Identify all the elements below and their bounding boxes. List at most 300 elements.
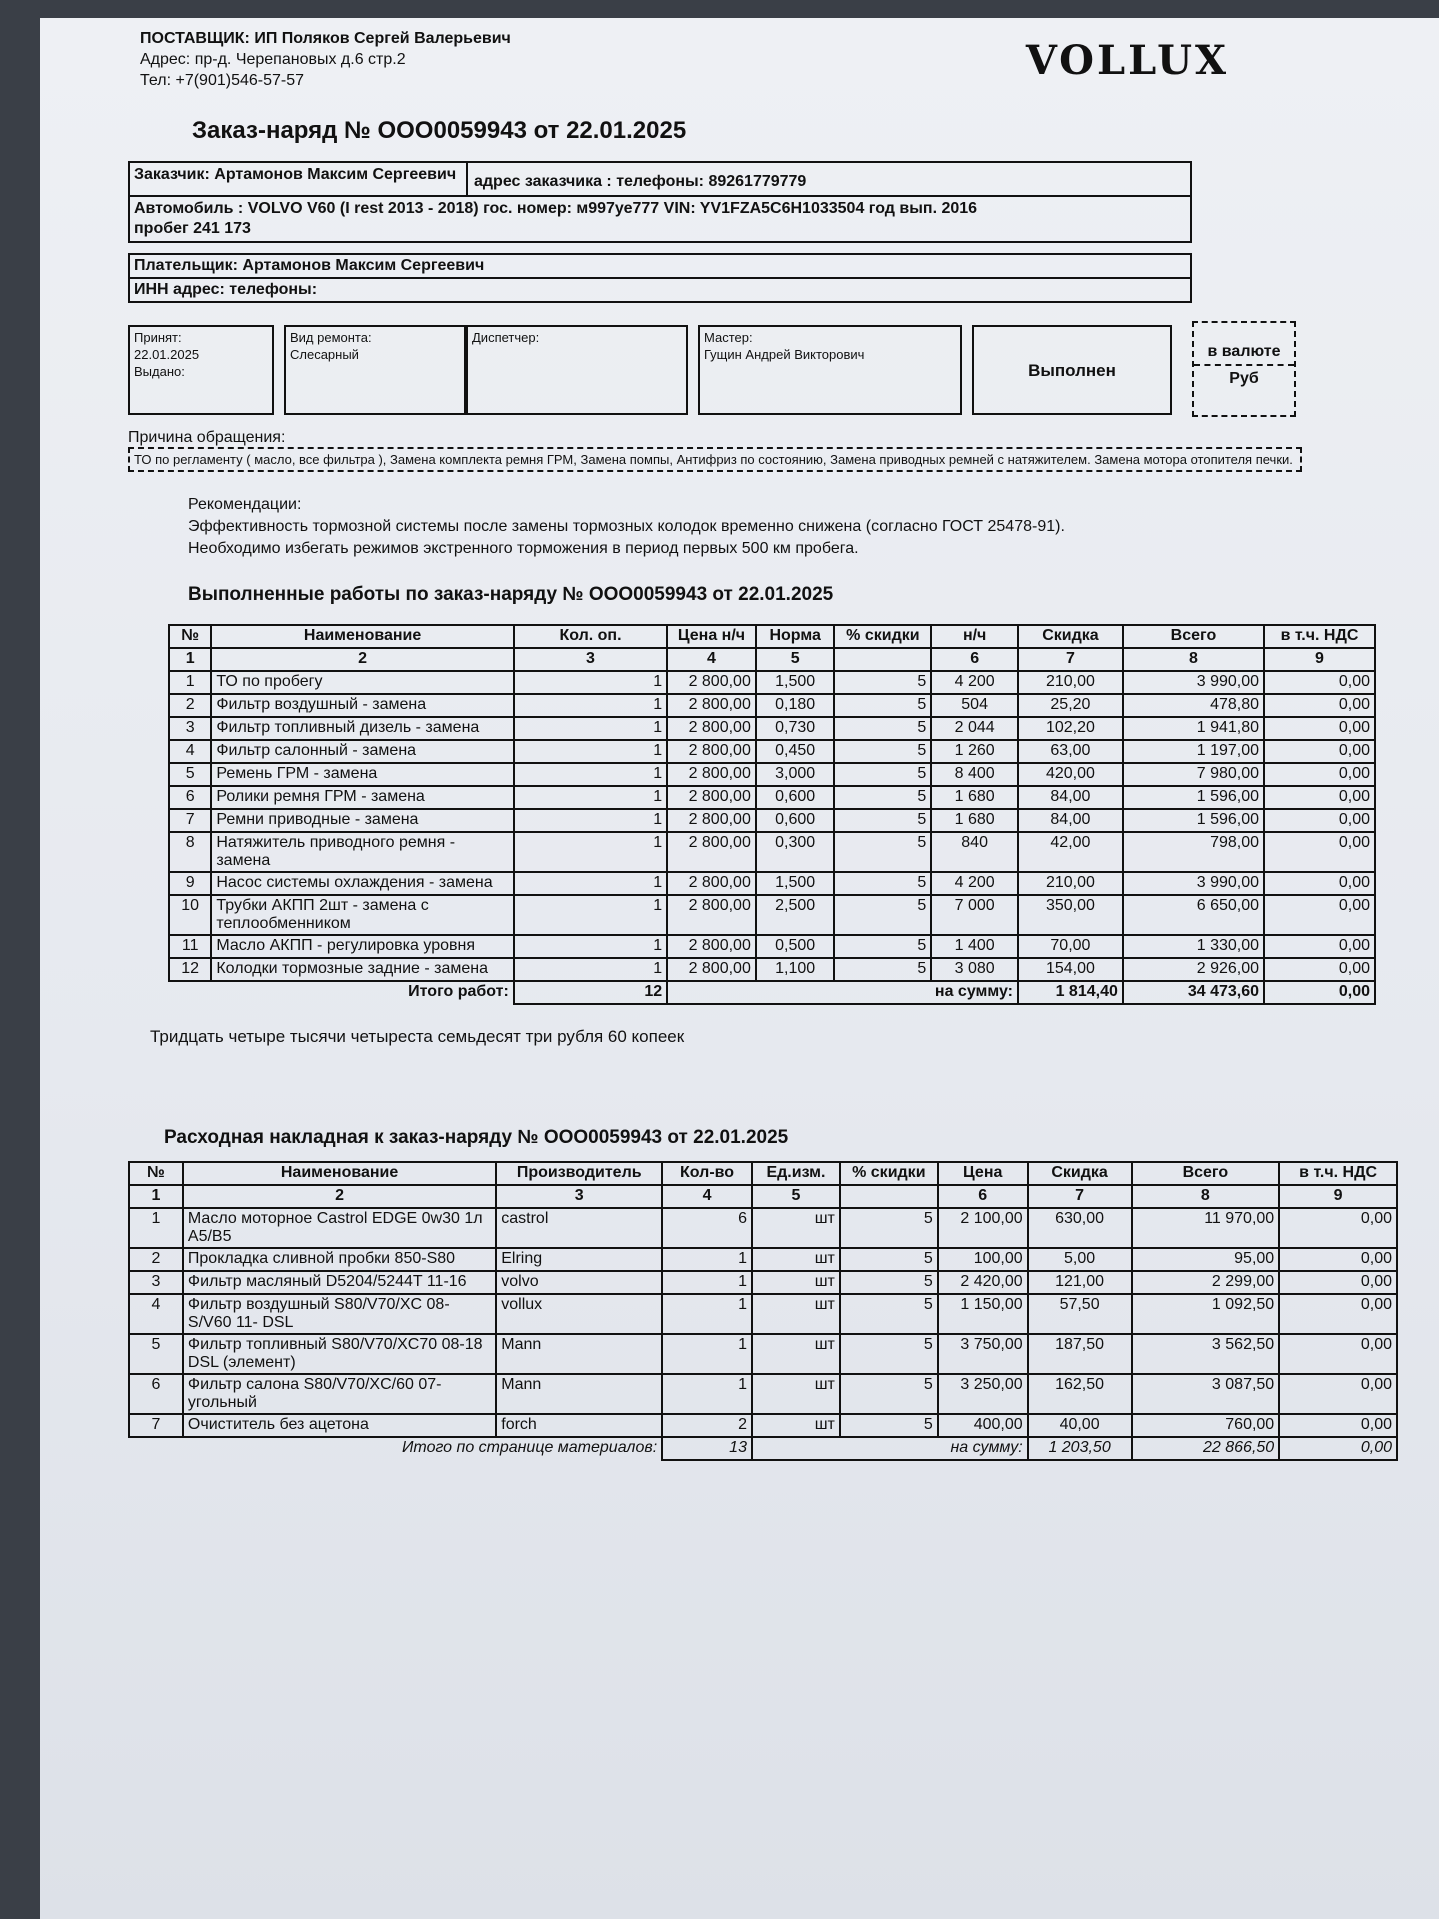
- materials-row-cell: шт: [752, 1334, 840, 1374]
- materials-header-cell: % скидки: [840, 1162, 938, 1185]
- works-total-count: 12: [514, 981, 667, 1004]
- materials-index-cell: 1: [129, 1185, 183, 1208]
- works-row: [169, 786, 1375, 809]
- works-row-cell: 0,00: [1264, 958, 1375, 981]
- works-index-row: [169, 648, 1375, 671]
- works-row-cell: 10: [169, 895, 211, 935]
- materials-row-cell: 3 562,50: [1132, 1334, 1280, 1374]
- works-row-cell: 0,180: [756, 694, 835, 717]
- works-row: [169, 763, 1375, 786]
- works-index-cell: 5: [756, 648, 835, 671]
- repair-type: Слесарный: [290, 347, 359, 362]
- recommendations-block: [188, 494, 1399, 560]
- works-row-cell: 1: [514, 786, 667, 809]
- works-row-cell: 5: [834, 763, 931, 786]
- works-row-cell: Насос системы охлаждения - замена: [211, 872, 514, 895]
- works-row-cell: 2: [169, 694, 211, 717]
- works-row-cell: 1,500: [756, 872, 835, 895]
- works-row-cell: 84,00: [1018, 786, 1123, 809]
- supplier-phone: Тел: +7(901)546-57-57: [140, 72, 305, 89]
- materials-total-row: [129, 1437, 1397, 1460]
- materials-row-cell: 5: [840, 1271, 938, 1294]
- materials-row-cell: 5,00: [1028, 1248, 1132, 1271]
- works-row-cell: 42,00: [1018, 832, 1123, 872]
- supplier-address: Адрес: пр-д. Черепановых д.6 стр.2: [140, 51, 406, 68]
- car-details: Автомобиль : VOLVO V60 (I rest 2013 - 2018) гос. номер: м997уе777 VIN: YV1FZA5C6H1033504 год вып. 2016: [134, 200, 978, 217]
- materials-row-cell: 7: [129, 1414, 183, 1437]
- works-row-cell: 2 800,00: [667, 895, 756, 935]
- materials-row-cell: 1: [662, 1248, 752, 1271]
- works-row-cell: 504: [931, 694, 1018, 717]
- materials-row-cell: 5: [840, 1334, 938, 1374]
- materials-row-cell: 4: [129, 1294, 183, 1334]
- works-row-cell: ТО по пробегу: [211, 671, 514, 694]
- works-row-cell: Масло АКПП - регулировка уровня: [211, 935, 514, 958]
- works-row-cell: 1,500: [756, 671, 835, 694]
- materials-row-cell: шт: [752, 1248, 840, 1271]
- works-row: [169, 935, 1375, 958]
- materials-row-cell: 0,00: [1279, 1374, 1397, 1414]
- materials-row-cell: 162,50: [1028, 1374, 1132, 1414]
- works-row: [169, 872, 1375, 895]
- works-row-cell: 4: [169, 740, 211, 763]
- materials-row: [129, 1334, 1397, 1374]
- works-title: Выполненные работы по заказ-наряду № ООО0059943 от 22.01.2025: [188, 584, 834, 605]
- materials-header-cell: в т.ч. НДС: [1279, 1162, 1397, 1185]
- works-row-cell: Фильтр воздушный - замена: [211, 694, 514, 717]
- works-row-cell: 0,00: [1264, 671, 1375, 694]
- materials-row-cell: шт: [752, 1374, 840, 1414]
- materials-row-cell: 2: [662, 1414, 752, 1437]
- works-index-cell: 3: [514, 648, 667, 671]
- works-row-cell: 840: [931, 832, 1018, 872]
- materials-index-cell: 7: [1028, 1185, 1132, 1208]
- works-row-cell: 1 680: [931, 786, 1018, 809]
- materials-row-cell: 121,00: [1028, 1271, 1132, 1294]
- works-total-label: Итого работ:: [408, 983, 509, 1000]
- materials-row-cell: 5: [840, 1248, 938, 1271]
- materials-row-cell: 0,00: [1279, 1208, 1397, 1248]
- reason-block: [128, 429, 1399, 472]
- works-row-cell: 3,000: [756, 763, 835, 786]
- accepted-box: [128, 325, 274, 415]
- materials-row-cell: 1: [662, 1374, 752, 1414]
- materials-row-cell: 1: [129, 1208, 183, 1248]
- works-row-cell: 0,600: [756, 809, 835, 832]
- materials-row-cell: 0,00: [1279, 1334, 1397, 1374]
- materials-table: [128, 1161, 1398, 1461]
- works-row-cell: 5: [834, 740, 931, 763]
- supplier-title: ПОСТАВЩИК: ИП Поляков Сергей Валерьевич: [140, 30, 511, 47]
- works-row-cell: 4 200: [931, 671, 1018, 694]
- works-row-cell: 5: [834, 786, 931, 809]
- works-row-cell: 2 800,00: [667, 935, 756, 958]
- works-row-cell: 2 800,00: [667, 872, 756, 895]
- materials-row-cell: 5: [840, 1414, 938, 1437]
- recommendations-line1: Эффективность тормозной системы после замены тормозных колодок временно снижена (согласно ГОСТ 25478-91).: [188, 518, 1065, 535]
- materials-row-cell: 1: [662, 1334, 752, 1374]
- works-row-cell: 1: [514, 740, 667, 763]
- works-row-cell: 154,00: [1018, 958, 1123, 981]
- works-row-cell: 3 990,00: [1123, 671, 1264, 694]
- works-row-cell: 0,500: [756, 935, 835, 958]
- materials-row: [129, 1374, 1397, 1414]
- works-row-cell: Фильтр салонный - замена: [211, 740, 514, 763]
- payer-inn: ИНН адрес: телефоны:: [134, 281, 318, 298]
- client-box: [128, 161, 1192, 243]
- materials-row-cell: vollux: [496, 1294, 662, 1334]
- materials-header-cell: Цена: [938, 1162, 1028, 1185]
- repair-type-box: [284, 325, 466, 415]
- works-header-cell: Цена н/ч: [667, 625, 756, 648]
- works-total-discount: 1 814,40: [1018, 981, 1123, 1004]
- materials-index-cell: 9: [1279, 1185, 1397, 1208]
- works-row-cell: 0,730: [756, 717, 835, 740]
- materials-row-cell: 1: [662, 1271, 752, 1294]
- materials-row: [129, 1294, 1397, 1334]
- materials-row-cell: 3 087,50: [1132, 1374, 1280, 1414]
- works-row-cell: 5: [834, 958, 931, 981]
- works-row: [169, 895, 1375, 935]
- works-row-cell: Фильтр топливный дизель - замена: [211, 717, 514, 740]
- works-row: [169, 740, 1375, 763]
- materials-total-discount: 1 203,50: [1028, 1437, 1132, 1460]
- works-header-cell: №: [169, 625, 211, 648]
- materials-row-cell: 1: [662, 1294, 752, 1334]
- works-row-cell: 1: [514, 763, 667, 786]
- works-row-cell: 1 596,00: [1123, 786, 1264, 809]
- works-row-cell: 6 650,00: [1123, 895, 1264, 935]
- materials-row-cell: Mann: [496, 1374, 662, 1414]
- works-row-cell: 1: [169, 671, 211, 694]
- works-row-cell: 0,00: [1264, 832, 1375, 872]
- works-row-cell: 5: [834, 671, 931, 694]
- works-row-cell: 9: [169, 872, 211, 895]
- recommendations-label: Рекомендации:: [188, 496, 302, 513]
- dispatcher-label: Диспетчер:: [472, 330, 540, 345]
- materials-row-cell: 630,00: [1028, 1208, 1132, 1248]
- works-row-cell: 3 080: [931, 958, 1018, 981]
- accepted-label: Принят:: [134, 330, 182, 345]
- materials-title: Расходная накладная к заказ-наряду № ООО0059943 от 22.01.2025: [164, 1127, 789, 1148]
- works-row-cell: 2 800,00: [667, 786, 756, 809]
- works-header-cell: Норма: [756, 625, 835, 648]
- works-header-cell: в т.ч. НДС: [1264, 625, 1375, 648]
- works-row-cell: Трубки АКПП 2шт - замена с теплообменником: [211, 895, 514, 935]
- works-row-cell: 2 800,00: [667, 671, 756, 694]
- works-row-cell: 84,00: [1018, 809, 1123, 832]
- materials-index-cell: 6: [938, 1185, 1028, 1208]
- materials-row-cell: 0,00: [1279, 1414, 1397, 1437]
- materials-row-cell: Mann: [496, 1334, 662, 1374]
- works-index-cell: 1: [169, 648, 211, 671]
- works-row-cell: 5: [834, 717, 931, 740]
- works-row-cell: 0,00: [1264, 740, 1375, 763]
- works-row-cell: 7 000: [931, 895, 1018, 935]
- materials-sum-label: на сумму:: [752, 1437, 1028, 1460]
- works-row-cell: 12: [169, 958, 211, 981]
- works-index-cell: 9: [1264, 648, 1375, 671]
- works-row: [169, 958, 1375, 981]
- works-index-cell: 4: [667, 648, 756, 671]
- works-index-cell: 8: [1123, 648, 1264, 671]
- works-row-cell: 6: [169, 786, 211, 809]
- customer-address-phones: адрес заказчика : телефоны: 89261779779: [474, 173, 807, 190]
- materials-index-row: [129, 1185, 1397, 1208]
- works-header-cell: Всего: [1123, 625, 1264, 648]
- materials-row-cell: 5: [840, 1208, 938, 1248]
- works-row-cell: 5: [169, 763, 211, 786]
- master-label: Мастер:: [704, 330, 753, 345]
- works-sum-label: на сумму:: [667, 981, 1018, 1004]
- works-row-cell: 0,450: [756, 740, 835, 763]
- materials-index-cell: 5: [752, 1185, 840, 1208]
- works-row-cell: 7: [169, 809, 211, 832]
- works-row-cell: 798,00: [1123, 832, 1264, 872]
- materials-row: [129, 1414, 1397, 1437]
- works-row-cell: Ремень ГРМ - замена: [211, 763, 514, 786]
- works-row-cell: 0,00: [1264, 717, 1375, 740]
- works-index-cell: 2: [211, 648, 514, 671]
- works-row-cell: 2 800,00: [667, 717, 756, 740]
- works-row-cell: 5: [834, 809, 931, 832]
- works-row-cell: 5: [834, 872, 931, 895]
- materials-header-cell: Всего: [1132, 1162, 1280, 1185]
- works-row: [169, 809, 1375, 832]
- materials-row-cell: 187,50: [1028, 1334, 1132, 1374]
- materials-index-cell: 8: [1132, 1185, 1280, 1208]
- works-row-cell: 2 800,00: [667, 694, 756, 717]
- works-row-cell: 2 044: [931, 717, 1018, 740]
- works-row-cell: 3: [169, 717, 211, 740]
- meta-row: [128, 325, 1399, 417]
- works-row-cell: 210,00: [1018, 671, 1123, 694]
- works-row-cell: 420,00: [1018, 763, 1123, 786]
- materials-row-cell: 100,00: [938, 1248, 1028, 1271]
- materials-row-cell: 6: [129, 1374, 183, 1414]
- works-row-cell: 1: [514, 809, 667, 832]
- works-row-cell: 1: [514, 671, 667, 694]
- currency-box: [1192, 321, 1296, 417]
- works-header-cell: % скидки: [834, 625, 931, 648]
- car-info: [130, 197, 1190, 241]
- reason-text: ТО по регламенту ( масло, все фильтра ), Замена комплекта ремня ГРМ, Замена помпы, Антифриз по состоянию, Замена приводных ремней с натяжителем. Замена мотора отопителя печки.: [128, 447, 1302, 472]
- dispatcher-box: [466, 325, 688, 415]
- materials-row-cell: 57,50: [1028, 1294, 1132, 1334]
- materials-total-sum: 22 866,50: [1132, 1437, 1280, 1460]
- materials-row-cell: шт: [752, 1294, 840, 1334]
- document-page: [40, 18, 1439, 1919]
- works-row-cell: 2 926,00: [1123, 958, 1264, 981]
- works-total-sum: 34 473,60: [1123, 981, 1264, 1004]
- materials-row-cell: 3 250,00: [938, 1374, 1028, 1414]
- works-row-cell: 25,20: [1018, 694, 1123, 717]
- works-row-cell: 7 980,00: [1123, 763, 1264, 786]
- works-row-cell: 3 990,00: [1123, 872, 1264, 895]
- materials-header-cell: Скидка: [1028, 1162, 1132, 1185]
- works-row-cell: 8: [169, 832, 211, 872]
- works-row-cell: 1: [514, 717, 667, 740]
- materials-header-cell: Ед.изм.: [752, 1162, 840, 1185]
- works-row-cell: 1: [514, 958, 667, 981]
- works-row-cell: Ролики ремня ГРМ - замена: [211, 786, 514, 809]
- master-name: Гущин Андрей Викторович: [704, 347, 865, 362]
- works-row-cell: 5: [834, 895, 931, 935]
- materials-row: [129, 1248, 1397, 1271]
- works-row-cell: 1: [514, 694, 667, 717]
- works-row: [169, 671, 1375, 694]
- materials-header-cell: Производитель: [496, 1162, 662, 1185]
- materials-row-cell: Фильтр воздушный S80/V70/XC 08-S/V60 11- DSL: [183, 1294, 496, 1334]
- works-row-cell: 0,00: [1264, 872, 1375, 895]
- works-row-cell: 1 197,00: [1123, 740, 1264, 763]
- materials-row-cell: 2 299,00: [1132, 1271, 1280, 1294]
- materials-index-cell: [840, 1185, 938, 1208]
- materials-total-label: Итого по странице материалов:: [401, 1439, 658, 1456]
- materials-row-cell: 6: [662, 1208, 752, 1248]
- materials-header-row: [129, 1162, 1397, 1185]
- works-row-cell: 0,300: [756, 832, 835, 872]
- materials-row-cell: Фильтр масляный D5204/5244T 11-16: [183, 1271, 496, 1294]
- materials-row-cell: Очиститель без ацетона: [183, 1414, 496, 1437]
- works-row-cell: 0,00: [1264, 694, 1375, 717]
- materials-row-cell: 3: [129, 1271, 183, 1294]
- works-row-cell: 1 260: [931, 740, 1018, 763]
- works-row-cell: 1 941,80: [1123, 717, 1264, 740]
- works-row-cell: 5: [834, 832, 931, 872]
- materials-row-cell: 0,00: [1279, 1271, 1397, 1294]
- vollux-logo: VOLLUX: [1025, 37, 1229, 84]
- works-index-cell: 6: [931, 648, 1018, 671]
- payer-box: [128, 253, 1192, 303]
- works-row-cell: 1 400: [931, 935, 1018, 958]
- works-row-cell: 2 800,00: [667, 832, 756, 872]
- materials-row-cell: forch: [496, 1414, 662, 1437]
- materials-index-cell: 4: [662, 1185, 752, 1208]
- materials-row-cell: 2 100,00: [938, 1208, 1028, 1248]
- materials-row: [129, 1271, 1397, 1294]
- works-row-cell: 5: [834, 694, 931, 717]
- repair-type-label: Вид ремонта:: [290, 330, 372, 345]
- works-row-cell: 210,00: [1018, 872, 1123, 895]
- materials-row-cell: Фильтр топливный S80/V70/XC70 08-18 DSL (элемент): [183, 1334, 496, 1374]
- supplier-block: [140, 28, 1399, 91]
- works-row-cell: 1 596,00: [1123, 809, 1264, 832]
- materials-row-cell: 5: [840, 1294, 938, 1334]
- materials-total-vat: 0,00: [1279, 1437, 1397, 1460]
- materials-row-cell: volvo: [496, 1271, 662, 1294]
- works-header-cell: Скидка: [1018, 625, 1123, 648]
- materials-row-cell: Масло моторное Castrol EDGE 0w30 1л A5/B5: [183, 1208, 496, 1248]
- master-box: [698, 325, 962, 415]
- works-row-cell: 2 800,00: [667, 958, 756, 981]
- works-row-cell: 1: [514, 895, 667, 935]
- works-row-cell: Натяжитель приводного ремня - замена: [211, 832, 514, 872]
- works-row-cell: 4 200: [931, 872, 1018, 895]
- materials-row-cell: 5: [129, 1334, 183, 1374]
- materials-row-cell: 3 750,00: [938, 1334, 1028, 1374]
- car-mileage: пробег 241 173: [134, 220, 251, 237]
- materials-row-cell: 11 970,00: [1132, 1208, 1280, 1248]
- materials-index-cell: 3: [496, 1185, 662, 1208]
- currency-label: в валюте: [1194, 323, 1294, 366]
- materials-row-cell: 2: [129, 1248, 183, 1271]
- materials-row-cell: 0,00: [1279, 1294, 1397, 1334]
- materials-header-cell: №: [129, 1162, 183, 1185]
- works-row-cell: 1 680: [931, 809, 1018, 832]
- works-row-cell: 5: [834, 935, 931, 958]
- works-row-cell: 11: [169, 935, 211, 958]
- works-total-row: [169, 981, 1375, 1004]
- works-row-cell: 0,00: [1264, 895, 1375, 935]
- works-row: [169, 694, 1375, 717]
- works-header-cell: Наименование: [211, 625, 514, 648]
- works-row-cell: 2 800,00: [667, 809, 756, 832]
- works-row-cell: 0,600: [756, 786, 835, 809]
- works-index-cell: [834, 648, 931, 671]
- materials-row-cell: 2 420,00: [938, 1271, 1028, 1294]
- order-title: Заказ-наряд № ООО0059943 от 22.01.2025: [192, 117, 687, 144]
- materials-row-cell: 0,00: [1279, 1248, 1397, 1271]
- materials-row-cell: 760,00: [1132, 1414, 1280, 1437]
- works-row-cell: Колодки тормозные задние - замена: [211, 958, 514, 981]
- works-row-cell: 8 400: [931, 763, 1018, 786]
- materials-row-cell: 5: [840, 1374, 938, 1414]
- issued-label: Выдано:: [134, 364, 185, 379]
- materials-header-cell: Кол-во: [662, 1162, 752, 1185]
- materials-row-cell: 400,00: [938, 1414, 1028, 1437]
- materials-row-cell: 1 092,50: [1132, 1294, 1280, 1334]
- works-header-row: [169, 625, 1375, 648]
- currency-value: Руб: [1229, 370, 1259, 387]
- materials-row-cell: Elring: [496, 1248, 662, 1271]
- works-row-cell: 0,00: [1264, 809, 1375, 832]
- works-table: [168, 624, 1376, 1005]
- works-row-cell: 1,100: [756, 958, 835, 981]
- works-index-cell: 7: [1018, 648, 1123, 671]
- works-row-cell: 1: [514, 832, 667, 872]
- works-sum-in-words: Тридцать четыре тысячи четыреста семьдесят три рубля 60 копеек: [150, 1027, 685, 1046]
- materials-row-cell: 95,00: [1132, 1248, 1280, 1271]
- works-row-cell: 63,00: [1018, 740, 1123, 763]
- works-row-cell: Ремни приводные - замена: [211, 809, 514, 832]
- materials-row-cell: Прокладка сливной пробки 850-S80: [183, 1248, 496, 1271]
- works-row-cell: 1: [514, 935, 667, 958]
- works-row-cell: 2 800,00: [667, 763, 756, 786]
- works-total-vat: 0,00: [1264, 981, 1375, 1004]
- works-row-cell: 1: [514, 872, 667, 895]
- materials-total-count: 13: [662, 1437, 752, 1460]
- works-row-cell: 70,00: [1018, 935, 1123, 958]
- materials-row-cell: шт: [752, 1208, 840, 1248]
- reason-label: Причина обращения:: [128, 429, 286, 446]
- recommendations-line2: Необходимо избегать режимов экстренного торможения в период первых 500 км пробега.: [188, 540, 859, 557]
- status-box: [972, 325, 1172, 415]
- materials-row-cell: шт: [752, 1414, 840, 1437]
- materials-row: [129, 1208, 1397, 1248]
- materials-index-cell: 2: [183, 1185, 496, 1208]
- works-row-cell: 0,00: [1264, 935, 1375, 958]
- materials-row-cell: 40,00: [1028, 1414, 1132, 1437]
- materials-row-cell: Фильтр салона S80/V70/XC/60 07- угольный: [183, 1374, 496, 1414]
- works-header-cell: н/ч: [931, 625, 1018, 648]
- customer-name: Заказчик: Артамонов Максим Сергеевич: [130, 163, 468, 195]
- materials-row-cell: 1 150,00: [938, 1294, 1028, 1334]
- works-row-cell: 350,00: [1018, 895, 1123, 935]
- materials-row-cell: castrol: [496, 1208, 662, 1248]
- works-row-cell: 102,20: [1018, 717, 1123, 740]
- works-row-cell: 2,500: [756, 895, 835, 935]
